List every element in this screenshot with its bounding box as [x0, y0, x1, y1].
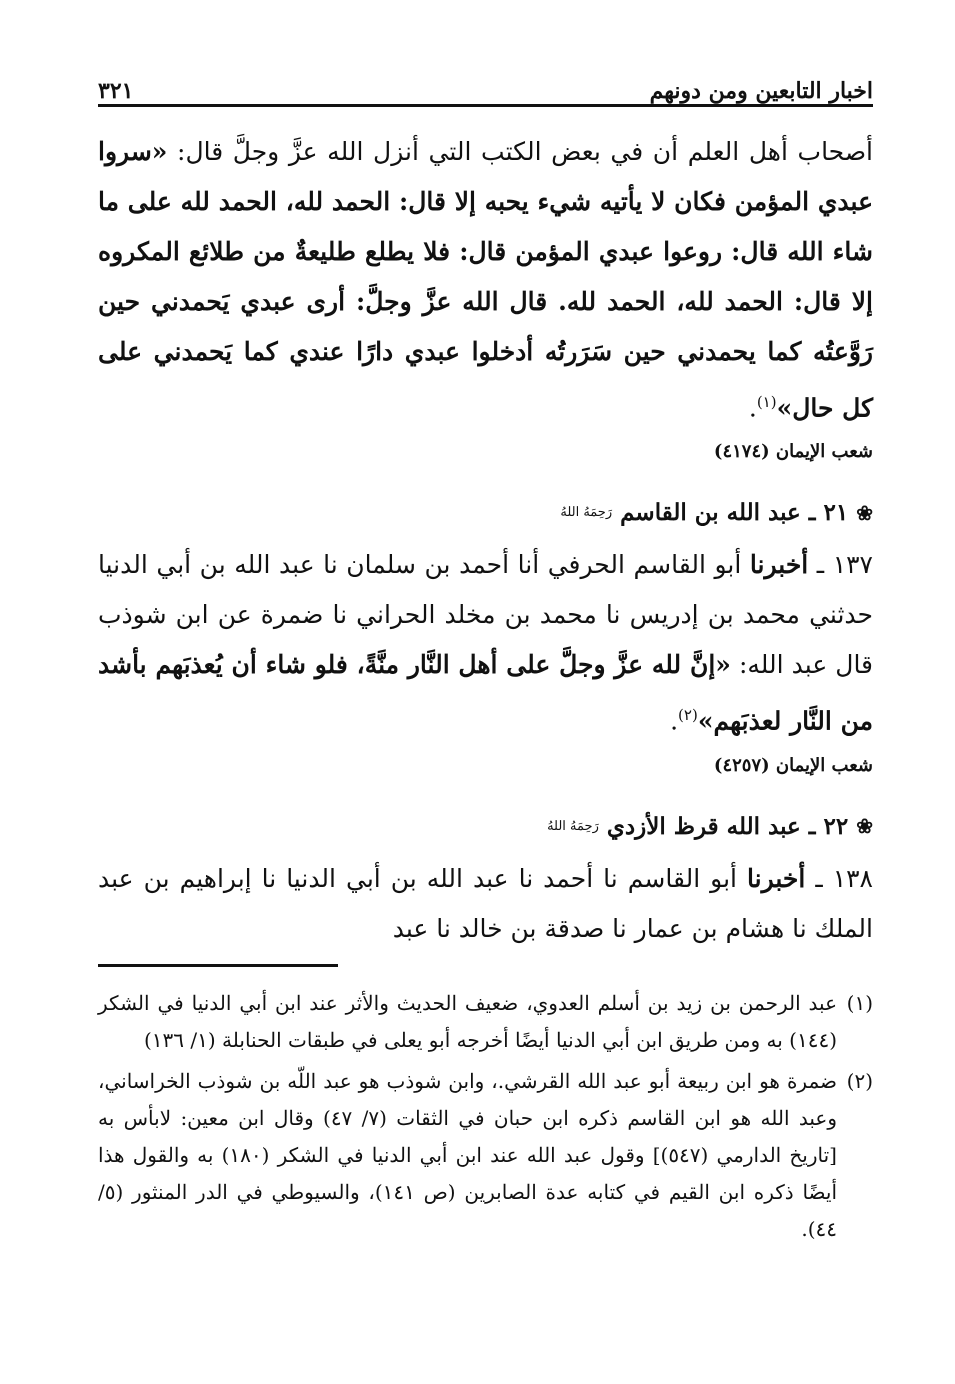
section-heading-21: [98, 499, 873, 526]
footnote-2: [98, 1063, 873, 1248]
section-22-title: ٢٢ ـ عبد الله قرظ الأزدي: [606, 812, 849, 840]
source-citation-2: شعب الإيمان (٤٢٥٧): [713, 754, 873, 776]
paragraph-137-lead: أخبرنا: [749, 550, 809, 580]
page-number: ٣٢١: [98, 78, 134, 104]
paragraph-138: [98, 854, 873, 954]
footnote-ref-2[interactable]: (٢): [678, 706, 698, 725]
footnote-number: (٢): [846, 1068, 873, 1093]
paragraph-1-end: .: [748, 393, 757, 423]
running-title: اخبار التابعين ومن دونهم: [649, 78, 873, 104]
footnote-1: [98, 985, 873, 1059]
paragraph-137-end: .: [670, 706, 679, 736]
page-header: [98, 62, 873, 107]
footnote-number: (١): [846, 990, 873, 1015]
book-page: [98, 62, 873, 1252]
footnote-ref-1[interactable]: (١): [756, 393, 777, 411]
paragraph-1-intro: أصحاب أهل العلم أن في بعض الكتب التي أنزل الله عزَّ وجلَّ قال:: [177, 137, 873, 166]
source-citation-1: شعب الإيمان (٤١٧٤): [713, 441, 873, 463]
section-21-title: ٢١ ـ عبد الله بن القاسم: [620, 499, 849, 527]
footnote-text: عبد الرحمن بن زيد بن أسلم العدوي، ضعيف الحديث والأثر عند ابن أبي الدنيا في الشكر (١٤٤) به ومن طريق ابن أبي الدنيا أيضًا أخرجه أبو يعلى في طبقات الحنابلة (١/ ١٣٦): [98, 990, 837, 1052]
paragraph-1-quote: «سروا عبدي المؤمن فكان لا يأتيه شيء يحبه إلا قال: الحمد لله، الحمد لله على ما شاء الله قال: روعوا عبدي المؤمن قال: فلا يطلع طليعةٌ من طلائع المكروه إلا قال: الحمد لله، الحمد لله. قال الله عزَّ وجلَّ: أرى عبدي يَحمدني حين رَوَّعتُه كما يحمدني حين سَرَرتُه أدخلوا عبدي دارًا عندي كما يَحمدني على كل حال»: [98, 137, 873, 423]
hadith-number-137: ١٣٧ ـ: [816, 550, 873, 580]
section-22-honorific: رَحِمَهُ اللهُ: [547, 818, 599, 834]
paragraph-137-quote: «إنَّ لله عزَّ وجلَّ على أهل النَّار منَّةً، فلو شاء أن يُعذبَهم بأشد من النَّار لعذبَهم»: [98, 650, 873, 736]
flower-ornament-icon: ❀: [856, 814, 873, 839]
paragraph-138-lead: أخبرنا: [747, 863, 806, 893]
footnote-text: ضمرة هو ابن ربيعة أبو عبد الله القرشي.، وابن شوذب هو عبد اللّه بن شوذب الخراساني، وعبد الله هو ابن القاسم ذكره ابن حبان في الثقات (٧/ ٤٧) وقال ابن معين: لابأس به [تاريخ الدارمي (٥٤٧)] وقول عبد الله عند ابن أبي الدنيا في الشكر (١٨٠) به والقول هذا أيضًا ذكره ابن القيم في كتابه عدة الصابرين (ص ١٤١)، والسيوطي في الدر المنثور (٥/ ٤٤).: [98, 1068, 837, 1241]
section-heading-22: [98, 813, 873, 840]
paragraph-137-chain: أبو القاسم الحرفي أنا أحمد بن سلمان نا عبد الله بن أبي الدنيا حدثني محمد بن إدريس نا محمد بن مخلد الحراني نا ضمرة عن ابن شوذب قال عبد الله:: [98, 550, 874, 680]
hadith-number-138: ١٣٨ ـ: [815, 863, 873, 893]
flower-ornament-icon: ❀: [856, 500, 873, 525]
footnote-divider: [98, 964, 338, 967]
paragraph-1: [98, 127, 873, 433]
section-21-honorific: رَحِمَهُ اللهُ: [560, 505, 613, 521]
paragraph-138-chain: أبو القاسم نا أحمد نا عبد الله بن أبي الدنيا نا إبراهيم بن عبد الملك نا هشام بن عمار نا صدقة بن خالد نا عبد: [98, 863, 873, 943]
paragraph-137: [98, 540, 873, 746]
